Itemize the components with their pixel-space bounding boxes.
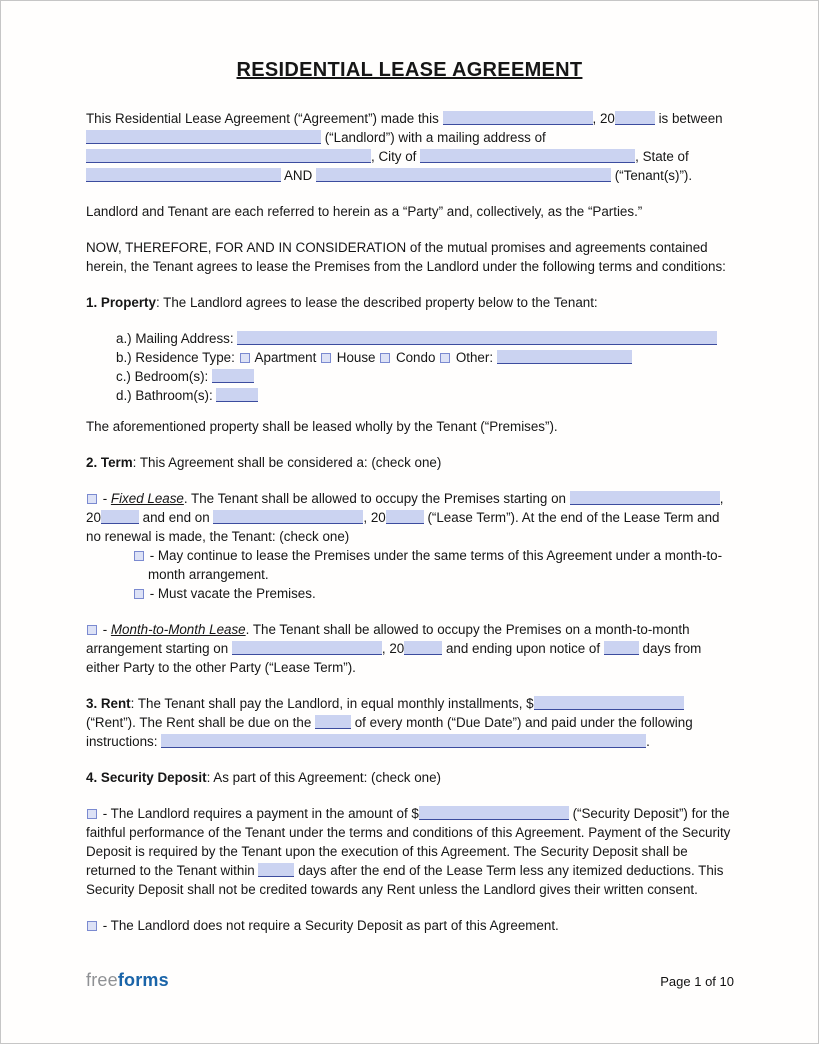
fixed-lease-checkbox[interactable] bbox=[87, 494, 97, 504]
text-run: : This Agreement shall be considered a: (check one) bbox=[132, 455, 442, 470]
text-run: (“Lease Term”). At the end of the Lease Term and no renewal is made, the Tenant: (check one) bbox=[86, 510, 720, 544]
brand-forms: forms bbox=[117, 970, 169, 990]
text-run: (“Rent”). The Rent shall be due on the bbox=[86, 715, 316, 730]
text-run: , 20 bbox=[592, 111, 615, 126]
landlord-city-field[interactable] bbox=[420, 149, 635, 163]
text-run: NOW, THEREFORE, FOR AND IN CONSIDERATION of the mutual promises and agreements contained herein, the Tenant agrees to lease the Premises from the Landlord under the following terms and conditions: bbox=[86, 240, 726, 274]
text-run: (“Tenant(s)”). bbox=[610, 168, 693, 183]
agreement-day-field[interactable] bbox=[443, 111, 593, 125]
section-2-term bbox=[86, 453, 734, 472]
styled-text: 2. Term bbox=[86, 455, 133, 470]
payment-instructions-field[interactable] bbox=[161, 734, 646, 748]
text-run: Apartment bbox=[251, 350, 321, 365]
text-run: Landlord and Tenant are each referred to herein as a “Party” and, collectively, as the “Parties.” bbox=[86, 204, 643, 219]
landlord-state-field[interactable] bbox=[86, 168, 281, 182]
no-security-deposit-checkbox[interactable] bbox=[87, 921, 97, 931]
section-3-rent bbox=[86, 694, 734, 751]
section-4-security-deposit bbox=[86, 768, 734, 787]
text-run: AND bbox=[281, 168, 316, 183]
text-run: , City of bbox=[371, 149, 421, 164]
fixed-start-year-field[interactable] bbox=[101, 510, 139, 524]
styled-text: Fixed Lease bbox=[110, 491, 184, 506]
styled-text: 4. Security Deposit bbox=[86, 770, 207, 785]
text-run: : The Landlord agrees to lease the described property below to the Tenant: bbox=[155, 295, 598, 310]
landlord-name-field[interactable] bbox=[86, 130, 321, 144]
property-item-bathrooms bbox=[116, 386, 734, 405]
m2m-start-date-field[interactable] bbox=[232, 641, 382, 655]
text-run: days from either Party to the other Party (“Lease Term”). bbox=[86, 641, 702, 675]
text-run: d.) Bathroom(s): bbox=[116, 388, 217, 403]
fixed-lease-option-vacate bbox=[133, 584, 734, 603]
m2m-start-year-field[interactable] bbox=[404, 641, 442, 655]
bedrooms-field[interactable] bbox=[212, 369, 254, 383]
other-residence-checkbox[interactable] bbox=[440, 353, 450, 363]
text-run: of every month (“Due Date”) and paid under the following instructions: bbox=[86, 715, 693, 749]
freeforms-logo bbox=[86, 970, 169, 991]
text-run: days after the end of the Lease Term less any itemized deductions. This Security Deposit shall not be credited towards any Rent unless the Landlord gives their written consent. bbox=[86, 863, 724, 897]
intro-paragraph bbox=[86, 109, 734, 185]
rent-due-day-field[interactable] bbox=[315, 715, 351, 729]
text-run: , 20 bbox=[363, 510, 386, 525]
continue-month-to-month-checkbox[interactable] bbox=[134, 551, 144, 561]
security-deposit-amount-field[interactable] bbox=[419, 806, 569, 820]
page-title: RESIDENTIAL LEASE AGREEMENT bbox=[236, 59, 583, 81]
rent-amount-field[interactable] bbox=[534, 696, 684, 710]
text-run: This Residential Lease Agreement (“Agreement”) made this bbox=[86, 111, 443, 126]
text-run: - The Landlord requires a payment in the amount of $ bbox=[99, 806, 419, 821]
page-footer bbox=[86, 970, 734, 991]
text-run: House bbox=[333, 350, 380, 365]
text-run: - Must vacate the Premises. bbox=[146, 586, 316, 601]
fixed-end-year-field[interactable] bbox=[386, 510, 424, 524]
text-run: and ending upon notice of bbox=[442, 641, 604, 656]
must-vacate-checkbox[interactable] bbox=[134, 589, 144, 599]
parties-paragraph bbox=[86, 202, 734, 221]
no-security-deposit-paragraph bbox=[86, 916, 734, 935]
bathrooms-field[interactable] bbox=[216, 388, 258, 402]
text-run: c.) Bedroom(s): bbox=[116, 369, 212, 384]
styled-text: Month-to-Month Lease bbox=[110, 622, 246, 637]
text-run: . The Tenant shall be allowed to occupy the Premises on a month-to-month arrangement starting on bbox=[86, 622, 690, 656]
condo-checkbox[interactable] bbox=[380, 353, 390, 363]
month-to-month-paragraph bbox=[86, 620, 734, 677]
text-run: . bbox=[646, 734, 650, 749]
fixed-lease-paragraph bbox=[86, 489, 734, 546]
m2m-notice-days-field[interactable] bbox=[604, 641, 639, 655]
text-run: Other: bbox=[452, 350, 497, 365]
text-run: Condo bbox=[392, 350, 440, 365]
house-checkbox[interactable] bbox=[321, 353, 331, 363]
fixed-end-date-field[interactable] bbox=[213, 510, 363, 524]
security-deposit-required-paragraph bbox=[86, 804, 734, 899]
text-run: and end on bbox=[138, 510, 214, 525]
property-item-bedrooms bbox=[116, 367, 734, 386]
fixed-lease-option-continue bbox=[133, 546, 734, 584]
text-run: , 20 bbox=[381, 641, 405, 656]
text-run: . The Tenant shall be allowed to occupy the Premises starting on bbox=[183, 491, 570, 506]
text-run: (“Security Deposit”) for the faithful performance of the Tenant under the terms and conditions of this Agreement. Payment of the Security Deposit is required by the Tenant upon the execution of this Agreement. The Security Deposit shall be returned to the Tenant within bbox=[86, 806, 731, 878]
premises-paragraph bbox=[86, 417, 734, 436]
text-run: , 20 bbox=[86, 491, 724, 525]
text-run: a.) Mailing Address: bbox=[116, 331, 238, 346]
text-run: - The Landlord does not require a Security Deposit as part of this Agreement. bbox=[99, 918, 559, 933]
fixed-start-date-field[interactable] bbox=[570, 491, 720, 505]
month-to-month-lease-checkbox[interactable] bbox=[87, 625, 97, 635]
property-item-mailing-address bbox=[116, 329, 734, 348]
deposit-return-days-field[interactable] bbox=[258, 863, 294, 877]
mailing-address-field[interactable] bbox=[237, 331, 717, 345]
other-residence-type-field[interactable] bbox=[497, 350, 632, 364]
text-run: b.) Residence Type: bbox=[116, 350, 239, 365]
text-run: - May continue to lease the Premises under the same terms of this Agreement under a month-to-month arrangement. bbox=[146, 548, 723, 582]
page-number: Page 1 of 10 bbox=[660, 974, 734, 989]
text-run: is between bbox=[654, 111, 723, 126]
text-run: : As part of this Agreement: (check one) bbox=[206, 770, 442, 785]
property-item-residence-type bbox=[116, 348, 734, 367]
text-run: , State of bbox=[635, 149, 689, 164]
text-run: The aforementioned property shall be leased wholly by the Tenant (“Premises”). bbox=[86, 419, 558, 434]
landlord-address-field[interactable] bbox=[86, 149, 371, 163]
text-run: - bbox=[99, 622, 111, 637]
document-body bbox=[1, 109, 818, 935]
apartment-checkbox[interactable] bbox=[240, 353, 250, 363]
brand-free: free bbox=[86, 970, 118, 990]
section-1-property bbox=[86, 293, 734, 312]
agreement-year-field[interactable] bbox=[615, 111, 655, 125]
text-run: (“Landlord”) with a mailing address of bbox=[321, 130, 546, 145]
styled-text: 3. Rent bbox=[86, 696, 131, 711]
text-run: - bbox=[99, 491, 111, 506]
consideration-paragraph bbox=[86, 238, 734, 276]
security-deposit-required-checkbox[interactable] bbox=[87, 809, 97, 819]
text-run: : The Tenant shall pay the Landlord, in equal monthly installments, $ bbox=[130, 696, 534, 711]
styled-text: 1. Property bbox=[86, 295, 156, 310]
tenant-names-field[interactable] bbox=[316, 168, 611, 182]
